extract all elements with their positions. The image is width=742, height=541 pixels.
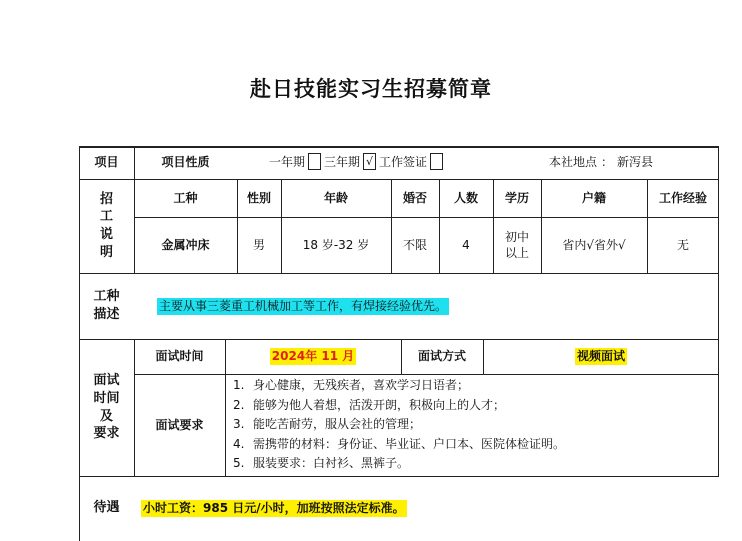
benefits-text-cell [141,476,711,541]
header-gender: 性别 [246,190,271,205]
header-count: 人数 [453,190,478,205]
option-work-visa-checkbox[interactable] [430,153,443,170]
option-three-year: 三年期 [324,155,361,169]
requirement-text: 能够为他人着想，活泼开朗，积极向上的人才； [253,397,506,412]
job-desc-label-line: 工种 [93,289,120,305]
requirement-text: 身心健康，无残疾者，喜欢学习日语者； [253,378,470,393]
requirement-num: 3. [233,417,245,432]
recruit-side-label [79,179,134,273]
option-one-year: 一年期 [269,155,306,169]
option-three-year-checkbox[interactable] [363,153,376,170]
interview-method-label: 面试方式 [417,349,466,363]
married-value: 不限 [402,237,427,252]
location-label: 本社地点 [549,155,598,169]
recruit-side-char: 招 [99,191,113,207]
requirement-text: 服装要求：白衬衫、黑裤子。 [253,456,410,471]
education-value [493,217,541,273]
recruit-side-char: 工 [99,209,113,225]
header-hukou: 户籍 [581,190,606,205]
recruitment-table [79,146,719,541]
job-desc-label-line: 描述 [93,307,120,322]
benefits-label: 待遇 [93,500,120,516]
job-desc-text-cell [157,273,707,339]
requirement-item [233,435,565,455]
interview-time-value: 2024年 11 月 [271,349,355,363]
project-nature-label: 项目性质 [161,155,210,169]
hukou-value: 省内√省外√ [562,237,626,252]
page-title: 赴日技能实习生招募简章 [250,77,492,101]
requirement-num: 4. [233,436,245,451]
requirement-text: 能吃苦耐劳，服从会社的管理； [253,417,422,432]
checkmark-icon: √ [366,155,374,168]
recruit-side-char: 明 [99,244,113,260]
option-work-visa: 工作签证 [379,155,428,169]
benefits-text: 小时工资：985 日元/小时，加班按照法定标准。 [143,501,405,515]
requirement-item [233,454,565,474]
requirement-num: 5. [233,456,245,471]
interview-side-line: 时间 [93,390,120,406]
job-value: 金属冲床 [161,237,210,252]
education-line: 初中 [504,229,529,244]
interview-side-line: 面试 [93,373,120,389]
header-married: 婚否 [402,190,427,205]
requirement-num: 2. [233,397,245,412]
header-education: 学历 [504,190,529,205]
requirements-list [233,376,565,474]
interview-time-label: 面试时间 [155,349,204,363]
interview-side-label [79,339,134,476]
job-desc-text: 主要从事三菱重工机械加工等工作，有焊接经验优先。 [159,298,448,313]
age-value: 18 岁-32 岁 [302,237,370,252]
header-experience: 工作经验 [658,190,707,205]
interview-req-label: 面试要求 [155,417,204,432]
company-location [549,146,709,179]
interview-side-line: 要求 [93,426,120,442]
requirement-item [233,376,565,396]
gender-value: 男 [252,237,265,252]
option-one-year-checkbox[interactable] [308,153,321,170]
job-desc-label [79,273,134,339]
interview-method-value: 视频面试 [576,349,625,363]
education-line: 以上 [504,246,529,260]
experience-value: 无 [676,237,689,252]
header-job: 工种 [173,190,198,205]
project-options [269,146,569,179]
requirement-text: 需携带的材料：身份证、毕业证、户口本、医院体检证明。 [253,436,566,451]
interview-time-cell [225,339,401,374]
requirement-item [233,415,565,435]
requirement-item [233,396,565,416]
header-age: 年龄 [323,190,348,205]
interview-side-line: 及 [99,408,113,424]
location-separator: ： [601,155,614,169]
count-value: 4 [462,237,470,252]
project-label: 项目 [94,155,119,169]
interview-req-cell [233,374,713,476]
interview-method-cell [483,339,719,374]
recruit-side-char: 说 [99,227,113,242]
location-value: 新泻县 [617,155,654,169]
requirement-num: 1. [233,378,245,393]
